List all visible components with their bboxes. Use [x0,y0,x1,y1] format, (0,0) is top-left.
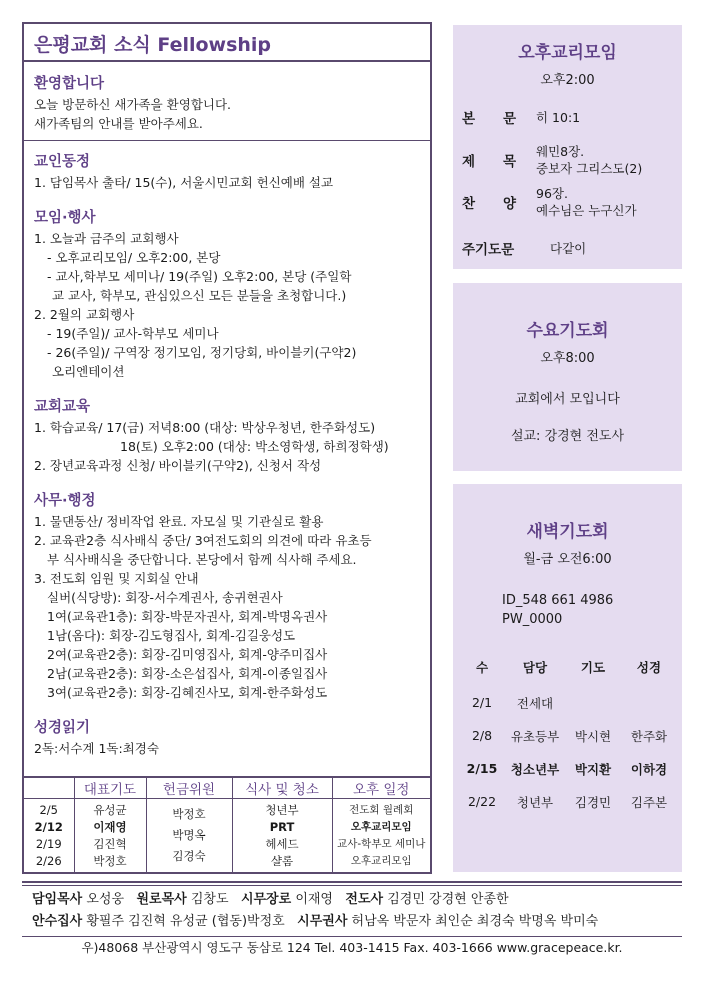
dawn-cell: 청년부 [516,794,554,810]
catechism-title: 오후교리모임 [518,43,617,63]
dawn-title: 새벽기도회 [526,522,609,542]
duty-afternoon-item: 전도회 월례회 [349,803,414,816]
catechism-label [462,107,536,127]
page-title: 은평교회 소식 Fellowship [24,24,430,62]
catechism-value [536,185,637,219]
duty-afternoon-item: 오후교리모임 [350,854,412,867]
dawn-cell: 2/22 [467,794,497,809]
duty-meal-name: 헤세드 [265,836,299,851]
bible-reading-heading: 성경읽기 [34,720,91,736]
wednesday-prayer-box [453,283,682,471]
church-news-panel [22,22,432,874]
duty-date: 2/26 [35,853,62,868]
admin-line: 부 식사배식을 중단합니다. 본당에서 함께 식사해 주세요. [47,552,357,567]
staff-names: 이재영 [295,891,333,907]
table-row [459,719,677,752]
wednesday-time: 오후8:00 [540,351,595,366]
dawn-cell: 박시현 [574,728,612,744]
footer-rule [22,881,682,883]
label-char: 목 [502,154,516,170]
events-line: 교 교사, 학부모, 관심있으신 모든 분들을 초청합니다.) [52,288,347,303]
duty-afternoon-item: 교사-학부모 세미나 [337,837,426,850]
section-divider [24,140,430,141]
catechism-box [453,25,682,269]
dawn-cell: 김경민 [574,794,612,810]
duty-dates [24,799,74,873]
catechism-label [462,150,536,170]
catechism-row-title [462,143,677,177]
dawn-cell: 2/15 [466,761,498,776]
dawn-cell: 청소년부 [510,761,560,777]
catechism-label: 주기도문 [462,242,515,258]
staff-names: 오성웅 [86,891,125,907]
events-section [24,206,430,381]
staff-role: 안수집사 [32,913,83,929]
duty-prayer-name: 박정호 [93,853,127,868]
admin-line: 1여(교육관1층): 회장-박문자권사, 회계-박명옥권사 [47,609,328,624]
catechism-value-line: 중보자 그리스도(2) [536,161,643,176]
education-line: 2. 장년교육과정 신청/ 바이블키(구약2), 신청서 작성 [34,458,322,473]
catechism-row-text [462,107,677,127]
staff-names: 황필주 김진혁 유성균 (협동)박정호 [86,913,285,929]
welcome-line: 오늘 방문하신 새가족을 환영합니다. [34,97,232,112]
duty-header-prayer: 대표기도 [74,778,146,799]
admin-line: 3. 전도회 임원 및 지회실 안내 [34,571,199,586]
duty-meal-name: 샬롬 [270,853,294,868]
table-row [459,752,677,785]
admin-line: 1. 물댄동산/ 정비작업 완료. 자모실 및 기관실로 활용 [34,514,324,529]
welcome-line: 새가족팀의 안내를 받아주세요. [34,116,203,131]
catechism-value: 다같이 [550,240,587,256]
label-char: 찬 [462,196,476,212]
staff-role: 시무권사 [297,913,348,929]
catechism-row-lords-prayer [462,238,677,258]
catechism-row-hymn [462,185,677,219]
events-line: 1. 오늘과 금주의 교회행사 [34,231,179,246]
label-char: 제 [462,154,476,170]
duty-header-afternoon: 오후 일정 [332,778,430,799]
events-line: - 19(주일)/ 교사-학부모 세미나 [47,326,219,341]
duty-date: 2/12 [34,819,63,834]
admin-section [24,489,430,702]
wednesday-title: 수요기도회 [526,321,609,341]
duty-header-offering: 헌금위원 [146,778,232,799]
duty-meal-name: PRT [269,819,295,834]
catechism-value-line: 예수님은 누구신가 [536,203,637,218]
education-heading: 교회교육 [34,399,91,415]
dawn-header: 성경 [636,660,662,675]
duty-table [24,776,430,872]
staff-role: 원로목사 [136,891,187,907]
admin-line: 실버(식당방): 회장-서수계권사, 송귀현권사 [47,590,283,605]
dawn-time: 월-금 오전6:00 [523,552,612,567]
dawn-cell: 2/8 [471,728,493,743]
label-char: 문 [502,111,516,127]
pastor-news-line: 1. 담임목사 출타/ 15(수), 서울시민교회 헌신예배 설교 [34,175,334,190]
duty-prayer-name: 김진혁 [93,836,127,851]
duty-prayer-name: 이재영 [93,819,127,834]
table-row [459,785,677,818]
catechism-time: 오후2:00 [540,73,595,88]
table-row [459,686,677,719]
staff-names: 허남옥 박문자 최인순 최경숙 박명옥 박미숙 [351,913,599,929]
duty-prayer-name: 유성균 [93,802,127,817]
catechism-value: 히 10:1 [536,109,581,125]
footer [22,881,682,959]
catechism-value-line: 웨민8장. [536,144,585,159]
pastor-news-section [24,150,430,192]
staff-line-2 [22,911,682,933]
wednesday-place: 교회에서 모입니다 [515,392,620,407]
admin-line: 2여(교육관2층): 회장-김미영집사, 회계-양주미집사 [47,647,328,662]
duty-afternoon-cell [332,799,430,873]
wednesday-preacher: 설교: 강경현 전도사 [510,429,625,444]
duty-offering-cell [146,799,232,873]
footer-rule [22,885,682,886]
staff-role: 담임목사 [32,891,83,907]
events-line: - 26(주일)/ 구역장 정기모임, 정기당회, 바이블키(구약2) [47,345,357,360]
welcome-heading: 환영합니다 [34,76,105,92]
welcome-section [24,62,430,133]
education-section [24,395,430,475]
dawn-cell: 2/1 [471,695,493,710]
dawn-cell [565,686,621,719]
dawn-cell: 유초등부 [510,728,560,744]
church-address: 우)48068 부산광역시 영도구 동삼로 124 Tel. 403-1415 Fax. 403-1666 www.gracepeace.kr. [81,939,623,955]
staff-names: 김경민 강경현 안종한 [387,891,509,907]
duty-header-meal: 식사 및 청소 [232,778,332,799]
dawn-cell: 전세대 [516,695,554,711]
label-char: 본 [462,111,476,127]
duty-prayer-cell [74,799,146,873]
dawn-prayer-box [453,484,682,872]
duty-offering-name: 김경숙 [172,849,206,863]
dawn-cell [621,686,677,719]
duty-meal-name: 청년부 [265,802,299,817]
dawn-header: 담당 [522,660,548,675]
staff-role: 전도사 [345,891,384,907]
dawn-cell: 한주화 [630,728,668,744]
dawn-header: 기도 [580,660,606,675]
catechism-value-line: 96장. [536,186,568,201]
duty-date: 2/19 [35,836,62,851]
duty-date: 2/5 [39,802,58,817]
pastor-news-heading: 교인동정 [34,154,91,170]
events-line: 오리엔테이션 [52,364,125,379]
admin-line: 3여(교육관2층): 회장-김혜진사모, 회계-한주화성도 [47,685,328,700]
staff-names: 김창도 [190,891,229,907]
admin-line: 1남(옴다): 회장-김도형집사, 회계-김길웅성도 [47,628,296,643]
education-line: 18(토) 오후2:00 (대상: 박소영학생, 하희정학생) [120,439,389,454]
staff-line-1 [22,889,682,911]
events-line: 2. 2월의 교회행사 [34,307,135,322]
education-line: 1. 학습교육/ 17(금) 저녁8:00 (대상: 박상우청년, 한주화성도) [34,420,376,435]
duty-offering-name: 박명옥 [172,828,206,842]
staff-role: 시무장로 [240,891,292,907]
duty-header-blank [24,778,74,799]
zoom-id: ID_548 661 4986 [502,593,614,608]
bible-reading-text: 2독:서수계 1독:최경숙 [34,741,159,756]
events-heading: 모임·행사 [34,210,96,226]
events-line: - 오후교리모임/ 오후2:00, 본당 [47,250,221,265]
catechism-value [536,143,642,177]
duty-meal-cell [232,799,332,873]
dawn-schedule-table [459,648,677,818]
dawn-cell: 이하경 [630,761,668,777]
dawn-cell: 김주본 [630,794,668,810]
dawn-header: 수 [475,660,489,675]
duty-offering-name: 박정호 [172,807,206,821]
events-line: - 교사,학부모 세미나/ 19(주일) 오후2:00, 본당 (주일학 [47,269,352,284]
zoom-info [453,591,682,629]
bible-reading-section [24,716,430,758]
duty-afternoon-item: 오후교리모임 [350,820,412,833]
catechism-label [462,192,536,212]
admin-line: 2남(교육관2층): 회장-소은섭집사, 회계-이종일집사 [47,666,328,681]
zoom-pw: PW_0000 [502,612,563,627]
admin-line: 2. 교육관2층 식사배식 중단/ 3여전도회의 의견에 따라 유초등 [34,533,372,548]
admin-heading: 사무·행정 [34,493,96,509]
dawn-cell: 박지환 [574,761,612,777]
label-char: 양 [502,196,516,212]
